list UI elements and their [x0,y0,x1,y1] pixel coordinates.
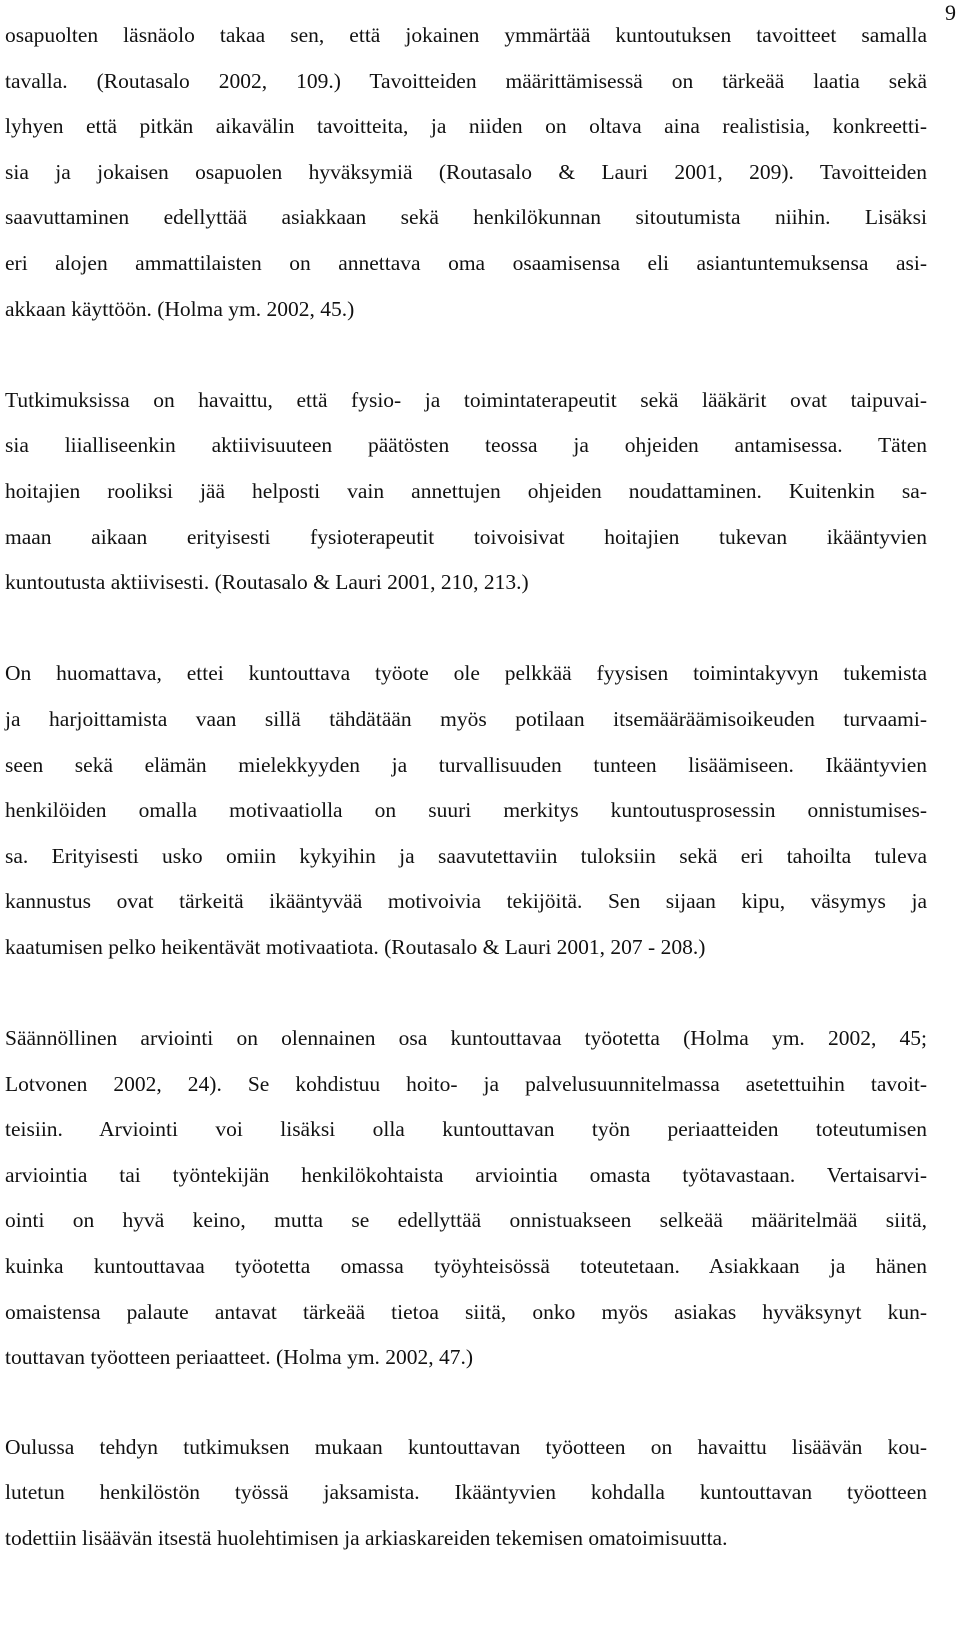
text-line: Lotvonen 2002, 24). Se kohdistuu hoito- ja palvelusuunnitelmassa asetettuihin tavoit- [5,1071,927,1096]
text-line: teisiin. Arviointi voi lisäksi olla kuntouttavan työn periaatteiden toteutumisen [5,1117,927,1142]
paragraph-2 [5,378,927,606]
text-line: Oulussa tehdyn tutkimuksen mukaan kuntouttavan työotteen on havaittu lisäävän kou- [5,1434,927,1459]
text-line: touttavan työotteen periaatteet. (Holma ym. 2002, 47.) [5,1345,474,1370]
text-line: sia ja jokaisen osapuolen hyväksymiä (Routasalo & Lauri 2001, 209). Tavoitteiden [5,159,927,184]
text-line: kuinka kuntouttavaa työotetta omassa työyhteisössä toteutetaan. Asiakkaan ja hänen [5,1254,927,1279]
paragraph-4 [5,1016,927,1381]
text-line: todettiin lisäävän itsestä huolehtimisen ja arkiaskareiden tekemisen omatoimisuutta. [5,1526,728,1550]
text-line: Tutkimuksissa on havaittu, että fysio- ja toimintaterapeutit sekä lääkärit ovat taipuvai- [5,387,927,412]
text-line: ointi on hyvä keino, mutta se edellyttää onnistuakseen selkeää määritelmää siitä, [5,1208,927,1233]
page-number: 9 [945,0,956,25]
text-line: tavalla. (Routasalo 2002, 109.) Tavoitteiden määrittämisessä on tärkeää laatia sekä [5,68,927,93]
text-line: lutetun henkilöstön työssä jaksamista. Ikääntyvien kohdalla kuntouttavan työotteen [5,1480,927,1505]
text-line: omaistensa palaute antavat tärkeää tietoa siitä, onko myös asiakas hyväksynyt kun- [5,1299,927,1324]
paragraph-spacer [5,332,927,378]
document-body [5,13,927,1562]
paragraph-3 [5,651,927,970]
paragraph-spacer [5,970,927,1016]
text-line: eri alojen ammattilaisten on annettava oma osaamisensa eli asiantuntemuksensa asi- [5,250,927,275]
text-line: kaatumisen pelko heikentävät motivaatiota. (Routasalo & Lauri 2001, 207 - 208.) [5,934,706,959]
text-line: henkilöiden omalla motivaatiolla on suuri merkitys kuntoutusprosessin onnistumises- [5,798,927,823]
text-line: ja harjoittamista vaan sillä tähdätään myös potilaan itsemääräämisoikeuden turvaami- [5,706,927,731]
paragraph-5 [5,1425,927,1562]
paragraph-spacer [5,1381,927,1425]
text-line: hoitajien rooliksi jää helposti vain annettujen ohjeiden noudattaminen. Kuitenkin sa- [5,478,927,503]
paragraph-spacer [5,606,927,652]
text-line: saavuttaminen edellyttää asiakkaan sekä henkilökunnan sitoutumista niihin. Lisäksi [5,205,927,230]
text-line: akkaan käyttöön. (Holma ym. 2002, 45.) [5,296,355,321]
text-line: kuntoutusta aktiivisesti. (Routasalo & Lauri 2001, 210, 213.) [5,570,529,595]
text-line: Säännöllinen arviointi on olennainen osa kuntouttavaa työotetta (Holma ym. 2002, 45; [5,1026,927,1051]
text-line: maan aikaan erityisesti fysioterapeutit toivoisivat hoitajien tukevan ikääntyvien [5,524,927,549]
text-line: sia liialliseenkin aktiivisuuteen päätösten teossa ja ohjeiden antamisessa. Täten [5,433,927,458]
text-line: seen sekä elämän mielekkyyden ja turvallisuuden tunteen lisäämiseen. Ikääntyvien [5,752,927,777]
text-line: On huomattava, ettei kuntouttava työote ole pelkkää fyysisen toimintakyvyn tukemista [5,661,927,686]
text-line: lyhyen että pitkän aikavälin tavoitteita, ja niiden on oltava aina realistisia, konkreetti- [5,114,927,139]
text-line: arviointia tai työntekijän henkilökohtaista arviointia omasta työtavastaan. Vertaisarvi- [5,1162,927,1187]
text-line: kannustus ovat tärkeitä ikääntyvää motivoivia tekijöitä. Sen sijaan kipu, väsymys ja [5,889,927,914]
text-line: osapuolten läsnäolo takaa sen, että jokainen ymmärtää kuntoutuksen tavoitteet samalla [5,23,927,47]
paragraph-1 [5,13,927,332]
text-line: sa. Erityisesti usko omiin kykyihin ja saavutettaviin tuloksiin sekä eri tahoilta tuleva [5,843,927,868]
